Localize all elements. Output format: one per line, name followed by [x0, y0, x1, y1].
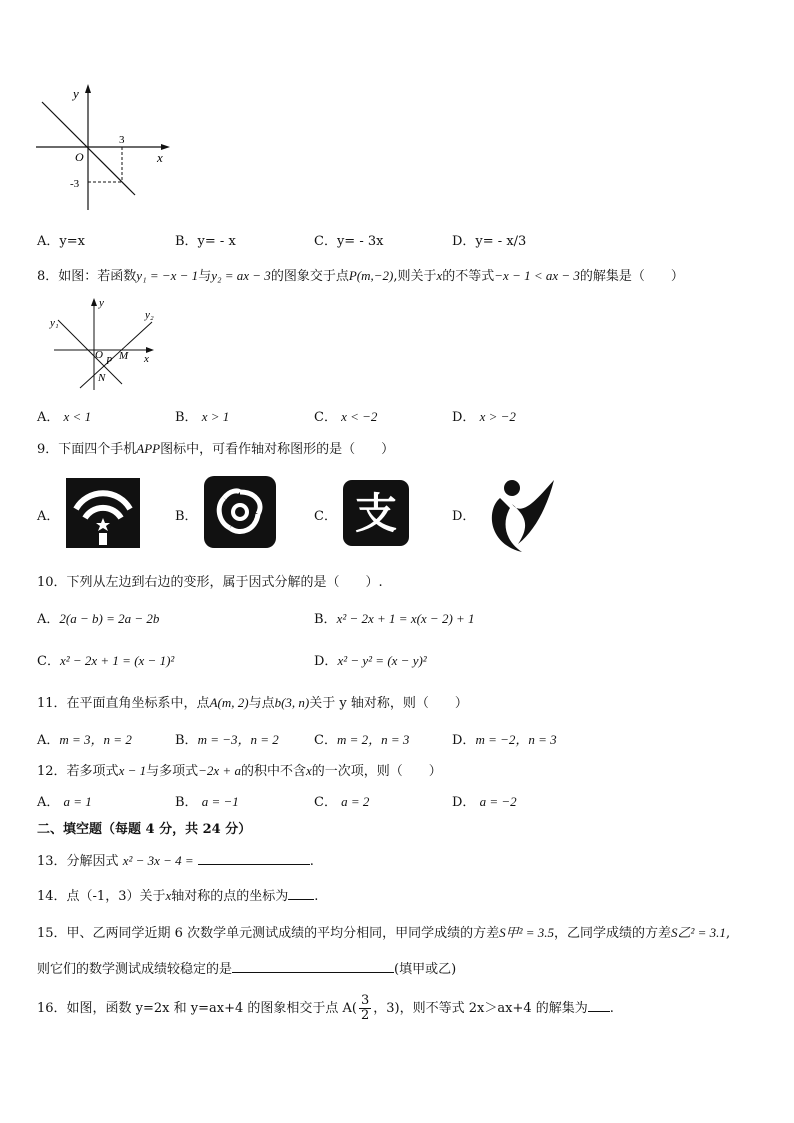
fraction-three-halves: $\frac{3}{2}$ [361, 993, 370, 1023]
point-n-label: N [98, 372, 106, 384]
q12-option-b: B． a = −1 [175, 794, 239, 810]
q7-option-b: B．y= - x [175, 234, 236, 249]
q11-question: 11．在平面直角坐标系中，点A(m, 2)与点b(3, n)关于 y 轴对称，则（ ） [37, 695, 468, 711]
y-axis-label: y [99, 297, 104, 309]
q11-option-a: A．m = 3，n = 2 [37, 732, 132, 748]
swirl-app-icon [204, 476, 276, 548]
q10-question: 10．下列从左边到右边的变形，属于因式分解的是（ ）. [37, 575, 383, 590]
point-p-label: P [106, 356, 113, 367]
origin-label: O [95, 349, 103, 361]
origin-label: O [75, 150, 84, 164]
q10-option-d: D．x² − y² = (x − y)² [314, 653, 427, 669]
q15-answer-blank [232, 971, 394, 973]
y2-label: y₂ [145, 309, 154, 321]
q8-option-b: B． x > 1 [175, 409, 230, 425]
q16-answer-blank [588, 1010, 610, 1012]
point-m-label: M [119, 350, 129, 362]
tick-neg3: -3 [70, 178, 80, 190]
q10-option-b: B．x² − 2x + 1 = x(x − 2) + 1 [314, 611, 475, 627]
q12-option-c: C． a = 2 [314, 794, 370, 810]
alipay-char: 支 [354, 489, 398, 538]
q14-question: 14．点（-1，3）关于x轴对称的点的坐标为 . [37, 888, 319, 904]
q8-question: 8．如图：若函数y₁ = −x − 1与y₂ = ax − 3的图象交于点P(m,−2),则关于x的不等式−x − 1 < ax − 3的解集是（ ） [37, 268, 684, 284]
q8-option-a: A． x < 1 [37, 409, 92, 425]
q14-answer-blank [288, 898, 314, 900]
alipay-app-icon [343, 480, 409, 546]
x-axis-label: x [157, 150, 163, 165]
q16-question: 16．如图，函数 y=2x 和 y=ax+4 的图象相交于点 A( $\frac{3}{2}$ ，3)，则不等式 2x＞ax+4 的解集为 . [37, 993, 614, 1023]
y1-label: y₁ [50, 317, 59, 329]
q8-graph [48, 296, 160, 392]
q11-option-c: C．m = 2，n = 3 [314, 732, 410, 748]
q7-option-d: D．y= - x/3 [452, 234, 527, 249]
q7-option-a: A．y=x [37, 234, 85, 249]
q12-question: 12．若多项式x − 1与多项式−2x + a的积中不含x的一次项，则（ ） [37, 763, 442, 779]
q9-option-b: B． [175, 509, 198, 524]
q15-question: 15．甲、乙两同学近期 6 次数学单元测试成绩的平均分相同，甲同学成绩的方差S甲² = 3.5，乙同学成绩的方差S乙² = 3.1, [37, 925, 731, 941]
q12-option-d: D． a = −2 [452, 794, 517, 810]
figure-app-icon [482, 474, 558, 554]
q7-graph [36, 84, 171, 214]
q11-option-d: D．m = −2，n = 3 [452, 732, 557, 748]
q9-question: 9．下面四个手机APP图标中，可看作轴对称图形的是（ ） [37, 441, 395, 457]
q8-option-c: C． x < −2 [314, 409, 378, 425]
q11-option-b: B．m = −3，n = 2 [175, 732, 279, 748]
q13-question: 13．分解因式 x² − 3x − 4 = . [37, 853, 314, 869]
y-axis-label: y [73, 86, 79, 101]
q15-line2: 则它们的数学测试成绩较稳定的是 (填甲或乙) [37, 962, 457, 977]
x-axis-label: x [144, 353, 149, 365]
q7-option-c: C．y= - 3x [314, 234, 384, 249]
q10-option-c: C．x² − 2x + 1 = (x − 1)² [37, 653, 175, 669]
q13-answer-blank [198, 863, 310, 865]
q9-option-d: D． [452, 509, 476, 524]
q12-option-a: A． a = 1 [37, 794, 92, 810]
q9-option-c: C． [314, 509, 337, 524]
tick-3: 3 [119, 134, 125, 146]
q10-option-a: A．2(a − b) = 2a − 2b [37, 611, 160, 627]
q9-option-a: A． [37, 509, 60, 524]
section-heading: 二、填空题（每题 4 分，共 24 分） [37, 822, 252, 837]
q8-option-d: D． x > −2 [452, 409, 516, 425]
wifi-app-icon [66, 478, 140, 548]
